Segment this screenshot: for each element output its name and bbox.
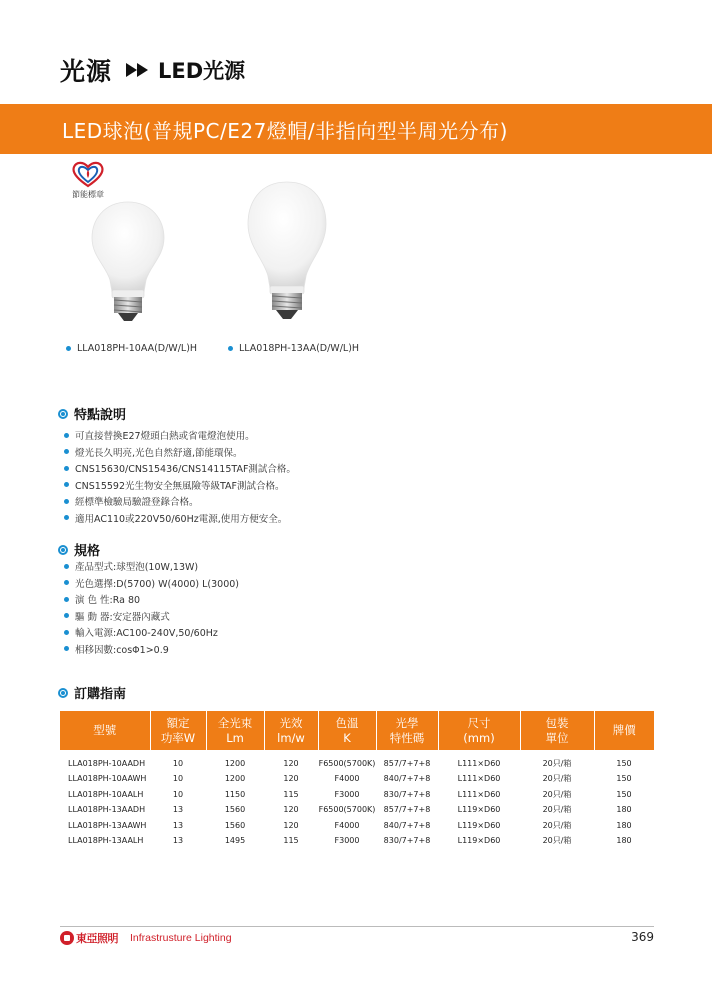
- section-bullet-icon: [58, 545, 68, 555]
- double-arrow-icon: [126, 63, 148, 77]
- cell-optical-code: 830/7+7+8: [383, 789, 431, 799]
- bullet-icon: [64, 515, 69, 520]
- cell-size: L119×D60: [457, 805, 501, 815]
- product-model-label: [66, 343, 197, 354]
- list-item: CNS15630/CNS15436/CNS14115TAF測試合格。: [64, 460, 296, 477]
- cell-color-temp: F4000: [334, 820, 360, 830]
- cell-lumen: 1495: [224, 836, 246, 846]
- cell-price: 150: [616, 759, 632, 768]
- product-model-label: [228, 343, 359, 354]
- product-banner: [0, 104, 712, 154]
- section-bullet-icon: [58, 688, 68, 698]
- bullet-icon: [64, 613, 69, 618]
- header-optical-code: 光學 特性碼: [376, 711, 438, 750]
- bulb-13w-image: [244, 180, 330, 326]
- list-item: 產品型式:球型泡(10W,13W): [64, 558, 239, 575]
- cell-price: 180: [616, 805, 632, 815]
- header-package: 包裝 單位: [520, 711, 594, 750]
- cell-efficacy: 120: [283, 759, 299, 768]
- cell-efficacy: 120: [283, 820, 299, 830]
- subcategory-title: LED光源: [158, 59, 246, 83]
- features-list: [64, 427, 296, 526]
- table-row: [60, 771, 654, 787]
- bullet-icon: [228, 346, 233, 351]
- cell-size: L119×D60: [457, 820, 501, 830]
- list-item: CNS15592光生物安全無風險等級TAF測試合格。: [64, 477, 296, 494]
- page-number: 369: [631, 930, 654, 944]
- list-item: 經標準檢驗局驗證登錄合格。: [64, 493, 296, 510]
- cell-efficacy: 120: [283, 774, 299, 784]
- banner-title: LED球泡(普規PC/E27燈帽/非指向型半周光分布): [62, 118, 508, 143]
- cell-lumen: 1200: [224, 774, 246, 784]
- table-row: [60, 802, 654, 818]
- cell-package: 20只/箱: [542, 805, 572, 815]
- specs-list: [64, 558, 239, 657]
- category-title: 光源: [60, 57, 113, 86]
- cell-model: LLA018PH-10AALH: [68, 789, 144, 799]
- bullet-icon: [64, 466, 69, 471]
- energy-label-caption: 節能標章: [72, 190, 104, 199]
- cell-model: LLA018PH-13AALH: [68, 836, 144, 846]
- cell-efficacy: 115: [283, 836, 299, 846]
- cell-package: 20只/箱: [542, 774, 572, 784]
- cell-efficacy: 115: [283, 789, 299, 799]
- list-item: 相移因數:cosΦ1>0.9: [64, 641, 239, 658]
- header-price: 牌價: [594, 711, 654, 750]
- table-header-row: [60, 711, 654, 750]
- bullet-icon: [66, 346, 71, 351]
- header-color-temp: 色溫 K: [318, 711, 376, 750]
- header-power: 額定 功率W: [150, 711, 206, 750]
- cell-package: 20只/箱: [542, 836, 572, 846]
- cell-power: 13: [172, 805, 184, 815]
- table-row: [60, 787, 654, 803]
- bullet-icon: [64, 564, 69, 569]
- list-item: 演 色 性:Ra 80: [64, 591, 239, 608]
- list-item: 可直接替換E27燈頭白熱或省電燈泡使用。: [64, 427, 296, 444]
- cell-model: LLA018PH-13AAWH: [68, 820, 147, 830]
- cell-color-temp: F3000: [334, 836, 360, 846]
- bullet-icon: [64, 630, 69, 635]
- cell-color-temp: F3000: [334, 789, 360, 799]
- cell-size: L111×D60: [457, 789, 501, 799]
- list-item: 驅 動 器:安定器內藏式: [64, 608, 239, 625]
- bullet-icon: [64, 449, 69, 454]
- table-row: [60, 750, 654, 771]
- header-efficacy: 光效 lm/w: [264, 711, 318, 750]
- table-row: [60, 833, 654, 849]
- cell-power: 13: [172, 820, 184, 830]
- cell-model: LLA018PH-10AAWH: [68, 774, 147, 784]
- footer-brand: [60, 930, 232, 946]
- cell-power: 10: [172, 759, 184, 768]
- list-item: 適用AC110或220V50/60Hz電源,使用方便安全。: [64, 510, 296, 527]
- bullet-icon: [64, 499, 69, 504]
- cell-power: 10: [172, 774, 184, 784]
- section-bullet-icon: [58, 409, 68, 419]
- cell-color-temp: F6500(5700K): [318, 805, 376, 815]
- energy-label: [66, 160, 110, 200]
- cell-color-temp: F4000: [334, 774, 360, 784]
- cell-price: 180: [616, 836, 632, 846]
- cell-lumen: 1560: [224, 805, 246, 815]
- brand-tagline: Infrastrusture Lighting: [130, 932, 232, 944]
- product-model-text: LLA018PH-10AA(D/W/L)H: [77, 343, 198, 354]
- bullet-icon: [64, 433, 69, 438]
- cell-size: L119×D60: [457, 836, 501, 846]
- cell-optical-code: 857/7+7+8: [383, 759, 431, 768]
- specs-section-title: 規格: [58, 540, 100, 559]
- cell-price: 180: [616, 820, 632, 830]
- cell-lumen: 1200: [224, 759, 246, 768]
- cell-optical-code: 840/7+7+8: [383, 820, 431, 830]
- cell-package: 20只/箱: [542, 789, 572, 799]
- cell-price: 150: [616, 789, 632, 799]
- bullet-icon: [64, 597, 69, 602]
- features-section-title: 特點說明: [58, 404, 126, 423]
- order-section-title: 訂購指南: [58, 683, 126, 702]
- cell-model: LLA018PH-10AADH: [68, 759, 146, 768]
- cell-color-temp: F6500(5700K): [318, 759, 376, 768]
- page-header: [60, 52, 245, 88]
- bulb-10w-image: [88, 200, 168, 326]
- cell-package: 20只/箱: [542, 759, 572, 768]
- list-item: 燈光長久明亮,光色自然舒適,節能環保。: [64, 444, 296, 461]
- cell-size: L111×D60: [457, 774, 501, 784]
- header-lumen: 全光束 Lm: [206, 711, 264, 750]
- bullet-icon: [64, 646, 69, 651]
- product-model-text: LLA018PH-13AA(D/W/L)H: [239, 343, 360, 354]
- brand-logo-icon: [60, 931, 74, 945]
- footer-divider: [60, 926, 654, 927]
- header-model: 型號: [60, 711, 150, 750]
- order-table: [60, 711, 654, 849]
- brand-name: 東亞照明: [76, 932, 118, 945]
- cell-price: 150: [616, 774, 632, 784]
- bullet-icon: [64, 482, 69, 487]
- cell-optical-code: 857/7+7+8: [383, 805, 431, 815]
- list-item: 輸入電源:AC100-240V,50/60Hz: [64, 624, 239, 641]
- header-size: 尺寸 (mm): [438, 711, 520, 750]
- energy-label-icon: [71, 160, 105, 188]
- cell-lumen: 1150: [224, 789, 246, 799]
- cell-lumen: 1560: [224, 820, 246, 830]
- cell-power: 13: [172, 836, 184, 846]
- cell-package: 20只/箱: [542, 820, 572, 830]
- cell-model: LLA018PH-13AADH: [68, 805, 146, 815]
- cell-optical-code: 830/7+7+8: [383, 836, 431, 846]
- cell-power: 10: [172, 789, 184, 799]
- table-row: [60, 818, 654, 834]
- list-item: 光色選擇:D(5700) W(4000) L(3000): [64, 575, 239, 592]
- bullet-icon: [64, 580, 69, 585]
- cell-efficacy: 120: [283, 805, 299, 815]
- cell-size: L111×D60: [457, 759, 501, 768]
- cell-optical-code: 840/7+7+8: [383, 774, 431, 784]
